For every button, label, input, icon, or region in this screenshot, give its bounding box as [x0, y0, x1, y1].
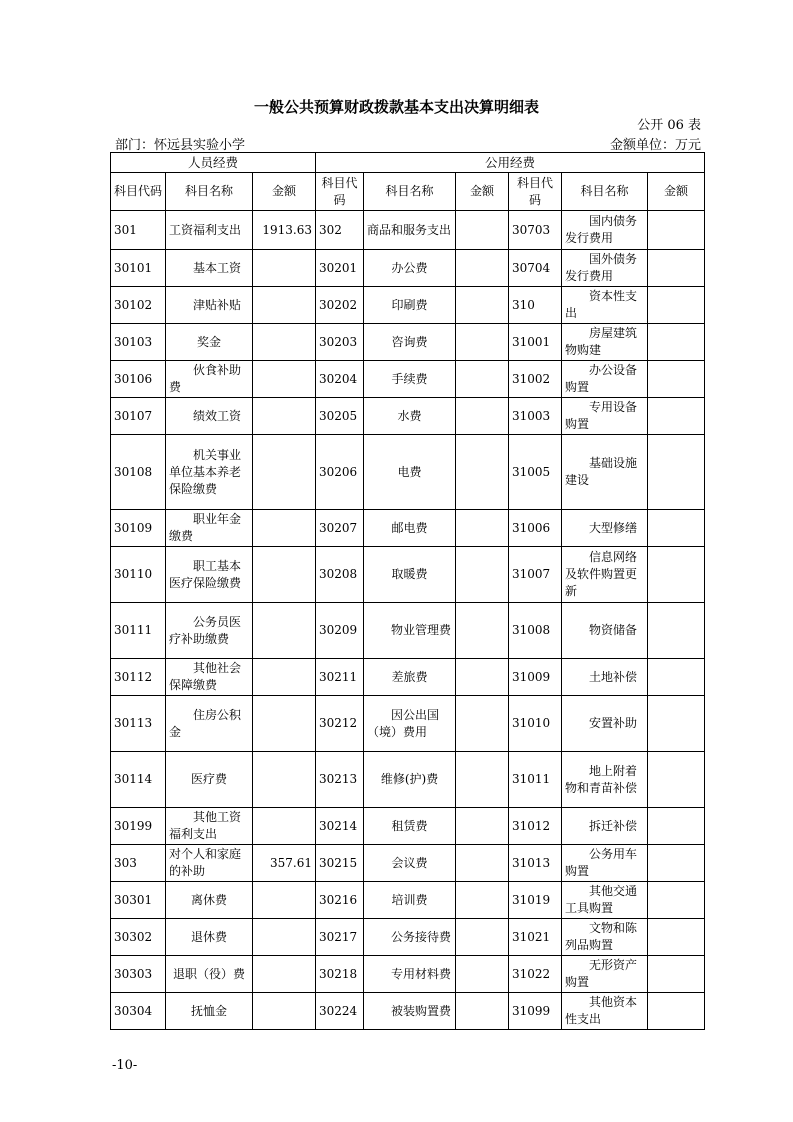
code-cell: 31008: [509, 603, 562, 659]
code-cell: 31010: [509, 696, 562, 752]
name-cell: 物业管理费: [364, 603, 456, 659]
code-cell: 31099: [509, 993, 562, 1030]
name-cell: 国外债务发行费用: [562, 250, 648, 287]
table-row: [111, 435, 705, 510]
table-row: [111, 752, 705, 808]
name-cell: 土地补偿: [562, 659, 648, 696]
amount-cell: [253, 659, 316, 696]
code-cell: 30218: [316, 956, 364, 993]
amount-cell: [253, 510, 316, 547]
amount-cell: [253, 435, 316, 510]
code-cell: 30216: [316, 882, 364, 919]
code-cell: 30112: [111, 659, 166, 696]
amount-cell: [648, 435, 705, 510]
amount-cell: [456, 398, 509, 435]
amount-cell: [253, 324, 316, 361]
amount-cell: [648, 659, 705, 696]
header-amount: 金额: [456, 173, 509, 211]
code-cell: 31009: [509, 659, 562, 696]
code-cell: 30203: [316, 324, 364, 361]
code-cell: 30217: [316, 919, 364, 956]
amount-cell: [648, 211, 705, 250]
table-row: [111, 845, 705, 882]
amount-cell: [456, 956, 509, 993]
table-row: [111, 324, 705, 361]
amount-cell: 1913.63: [253, 211, 316, 250]
name-cell: 其他工资福利支出: [166, 808, 253, 845]
code-cell: 31022: [509, 956, 562, 993]
amount-cell: [253, 398, 316, 435]
table-row: [111, 808, 705, 845]
amount-cell: [456, 361, 509, 398]
department-label: 部门：怀远县实验小学: [115, 138, 246, 153]
amount-cell: [253, 956, 316, 993]
name-cell: 资本性支出: [562, 287, 648, 324]
name-cell: 绩效工资: [166, 398, 253, 435]
amount-cell: [456, 882, 509, 919]
amount-cell: [253, 361, 316, 398]
amount-cell: [253, 287, 316, 324]
code-cell: 31006: [509, 510, 562, 547]
name-cell: 印刷费: [364, 287, 456, 324]
code-cell: 30302: [111, 919, 166, 956]
amount-cell: [648, 752, 705, 808]
code-cell: 31012: [509, 808, 562, 845]
table-row: [111, 398, 705, 435]
name-cell: 培训费: [364, 882, 456, 919]
name-cell: 住房公积金: [166, 696, 253, 752]
amount-cell: [648, 510, 705, 547]
amount-cell: [456, 324, 509, 361]
name-cell: 安置补助: [562, 696, 648, 752]
code-cell: 30113: [111, 696, 166, 752]
name-cell: 拆迁补偿: [562, 808, 648, 845]
table-row: [111, 211, 705, 250]
code-cell: 30199: [111, 808, 166, 845]
code-cell: 30108: [111, 435, 166, 510]
amount-cell: [456, 845, 509, 882]
amount-cell: [456, 696, 509, 752]
header-code: 科目代码: [316, 173, 364, 211]
name-cell: 对个人和家庭的补助: [166, 845, 253, 882]
amount-cell: [456, 435, 509, 510]
table-row: [111, 993, 705, 1030]
amount-cell: [648, 993, 705, 1030]
code-cell: 30212: [316, 696, 364, 752]
section-public: 公用经费: [316, 153, 705, 173]
code-cell: 30703: [509, 211, 562, 250]
amount-cell: [648, 361, 705, 398]
name-cell: 国内债务发行费用: [562, 211, 648, 250]
name-cell: 退职（役）费: [166, 956, 253, 993]
name-cell: 信息网络及软件购置更新: [562, 547, 648, 603]
name-cell: 手续费: [364, 361, 456, 398]
code-cell: 30110: [111, 547, 166, 603]
name-cell: 地上附着物和青苗补偿: [562, 752, 648, 808]
code-cell: 31001: [509, 324, 562, 361]
code-cell: 303: [111, 845, 166, 882]
amount-cell: [253, 250, 316, 287]
code-cell: 30704: [509, 250, 562, 287]
name-cell: 物资储备: [562, 603, 648, 659]
amount-cell: [648, 547, 705, 603]
code-cell: 30103: [111, 324, 166, 361]
name-cell: 抚恤金: [166, 993, 253, 1030]
name-cell: 差旅费: [364, 659, 456, 696]
name-cell: 电费: [364, 435, 456, 510]
table-row: [111, 250, 705, 287]
amount-cell: [648, 919, 705, 956]
name-cell: 专用材料费: [364, 956, 456, 993]
amount-cell: [456, 752, 509, 808]
page-title: 一般公共预算财政拨款基本支出决算明细表: [253, 98, 539, 116]
header-name: 科目名称: [166, 173, 253, 211]
name-cell: 其他交通工具购置: [562, 882, 648, 919]
code-cell: 30202: [316, 287, 364, 324]
name-cell: 职业年金缴费: [166, 510, 253, 547]
header-amount: 金额: [253, 173, 316, 211]
name-cell: 房屋建筑物购建: [562, 324, 648, 361]
code-cell: 31005: [509, 435, 562, 510]
table-row: [111, 696, 705, 752]
name-cell: 取暖费: [364, 547, 456, 603]
amount-cell: [648, 398, 705, 435]
name-cell: 商品和服务支出: [364, 211, 456, 250]
amount-cell: [456, 287, 509, 324]
amount-cell: [648, 603, 705, 659]
amount-cell: [253, 603, 316, 659]
amount-cell: [456, 547, 509, 603]
amount-cell: 357.61: [253, 845, 316, 882]
amount-cell: [648, 808, 705, 845]
code-cell: 30224: [316, 993, 364, 1030]
name-cell: 维修(护)费: [364, 752, 456, 808]
name-cell: 基本工资: [166, 250, 253, 287]
table-row: [111, 547, 705, 603]
code-cell: 301: [111, 211, 166, 250]
amount-cell: [648, 882, 705, 919]
name-cell: 专用设备购置: [562, 398, 648, 435]
name-cell: 大型修缮: [562, 510, 648, 547]
amount-cell: [648, 250, 705, 287]
amount-cell: [456, 603, 509, 659]
name-cell: 邮电费: [364, 510, 456, 547]
code-cell: 30304: [111, 993, 166, 1030]
amount-cell: [648, 324, 705, 361]
header-code: 科目代码: [509, 173, 562, 211]
section-personnel: 人员经费: [111, 153, 316, 173]
code-cell: 30204: [316, 361, 364, 398]
name-cell: 机关事业单位基本养老保险缴费: [166, 435, 253, 510]
amount-cell: [253, 808, 316, 845]
code-cell: 30106: [111, 361, 166, 398]
amount-cell: [253, 919, 316, 956]
amount-cell: [253, 696, 316, 752]
code-cell: 31021: [509, 919, 562, 956]
name-cell: 文物和陈列品购置: [562, 919, 648, 956]
name-cell: 公务员医疗补助缴费: [166, 603, 253, 659]
table-row: [111, 659, 705, 696]
name-cell: 被装购置费: [364, 993, 456, 1030]
amount-cell: [648, 287, 705, 324]
header-name: 科目名称: [364, 173, 456, 211]
code-cell: 30213: [316, 752, 364, 808]
name-cell: 办公费: [364, 250, 456, 287]
table-row: [111, 603, 705, 659]
code-cell: 30114: [111, 752, 166, 808]
amount-cell: [648, 956, 705, 993]
name-cell: 租赁费: [364, 808, 456, 845]
code-cell: 30301: [111, 882, 166, 919]
code-cell: 30201: [316, 250, 364, 287]
header-code: 科目代码: [111, 173, 166, 211]
name-cell: 咨询费: [364, 324, 456, 361]
amount-cell: [253, 752, 316, 808]
form-number: 公开 06 表: [637, 118, 701, 133]
code-cell: 30206: [316, 435, 364, 510]
code-cell: 31002: [509, 361, 562, 398]
name-cell: 伙食补助费: [166, 361, 253, 398]
code-cell: 31003: [509, 398, 562, 435]
code-cell: 30215: [316, 845, 364, 882]
section-header-row: [111, 153, 705, 173]
code-cell: 30102: [111, 287, 166, 324]
amount-cell: [456, 510, 509, 547]
table-row: [111, 361, 705, 398]
code-cell: 31011: [509, 752, 562, 808]
code-cell: 31013: [509, 845, 562, 882]
name-cell: 离休费: [166, 882, 253, 919]
amount-cell: [253, 547, 316, 603]
name-cell: 公务接待费: [364, 919, 456, 956]
column-header-row: [111, 173, 705, 211]
page-number: -10-: [112, 1058, 138, 1073]
header-amount: 金额: [648, 173, 705, 211]
code-cell: 30208: [316, 547, 364, 603]
name-cell: 水费: [364, 398, 456, 435]
code-cell: 30207: [316, 510, 364, 547]
code-cell: 30101: [111, 250, 166, 287]
name-cell: 津贴补贴: [166, 287, 253, 324]
table-row: [111, 919, 705, 956]
amount-cell: [456, 659, 509, 696]
name-cell: 无形资产购置: [562, 956, 648, 993]
amount-cell: [648, 696, 705, 752]
name-cell: 公务用车购置: [562, 845, 648, 882]
table-row: [111, 287, 705, 324]
name-cell: 医疗费: [166, 752, 253, 808]
code-cell: 30214: [316, 808, 364, 845]
expenditure-table: [110, 152, 705, 1030]
amount-cell: [456, 250, 509, 287]
code-cell: 302: [316, 211, 364, 250]
code-cell: 310: [509, 287, 562, 324]
amount-cell: [253, 882, 316, 919]
name-cell: 退休费: [166, 919, 253, 956]
table-row: [111, 510, 705, 547]
name-cell: 因公出国（境）费用: [364, 696, 456, 752]
table-row: [111, 956, 705, 993]
code-cell: 30211: [316, 659, 364, 696]
amount-unit-label: 金额单位：万元: [609, 138, 701, 153]
amount-cell: [253, 993, 316, 1030]
code-cell: 30205: [316, 398, 364, 435]
name-cell: 基础设施建设: [562, 435, 648, 510]
name-cell: 工资福利支出: [166, 211, 253, 250]
name-cell: 奖金: [166, 324, 253, 361]
header-name: 科目名称: [562, 173, 648, 211]
amount-cell: [456, 919, 509, 956]
code-cell: 31007: [509, 547, 562, 603]
amount-cell: [648, 845, 705, 882]
amount-cell: [456, 993, 509, 1030]
amount-cell: [456, 808, 509, 845]
code-cell: 30109: [111, 510, 166, 547]
name-cell: 会议费: [364, 845, 456, 882]
name-cell: 其他资本性支出: [562, 993, 648, 1030]
code-cell: 30107: [111, 398, 166, 435]
code-cell: 30303: [111, 956, 166, 993]
code-cell: 31019: [509, 882, 562, 919]
name-cell: 职工基本医疗保险缴费: [166, 547, 253, 603]
table-row: [111, 882, 705, 919]
name-cell: 办公设备购置: [562, 361, 648, 398]
name-cell: 其他社会保障缴费: [166, 659, 253, 696]
code-cell: 30209: [316, 603, 364, 659]
amount-cell: [456, 211, 509, 250]
code-cell: 30111: [111, 603, 166, 659]
